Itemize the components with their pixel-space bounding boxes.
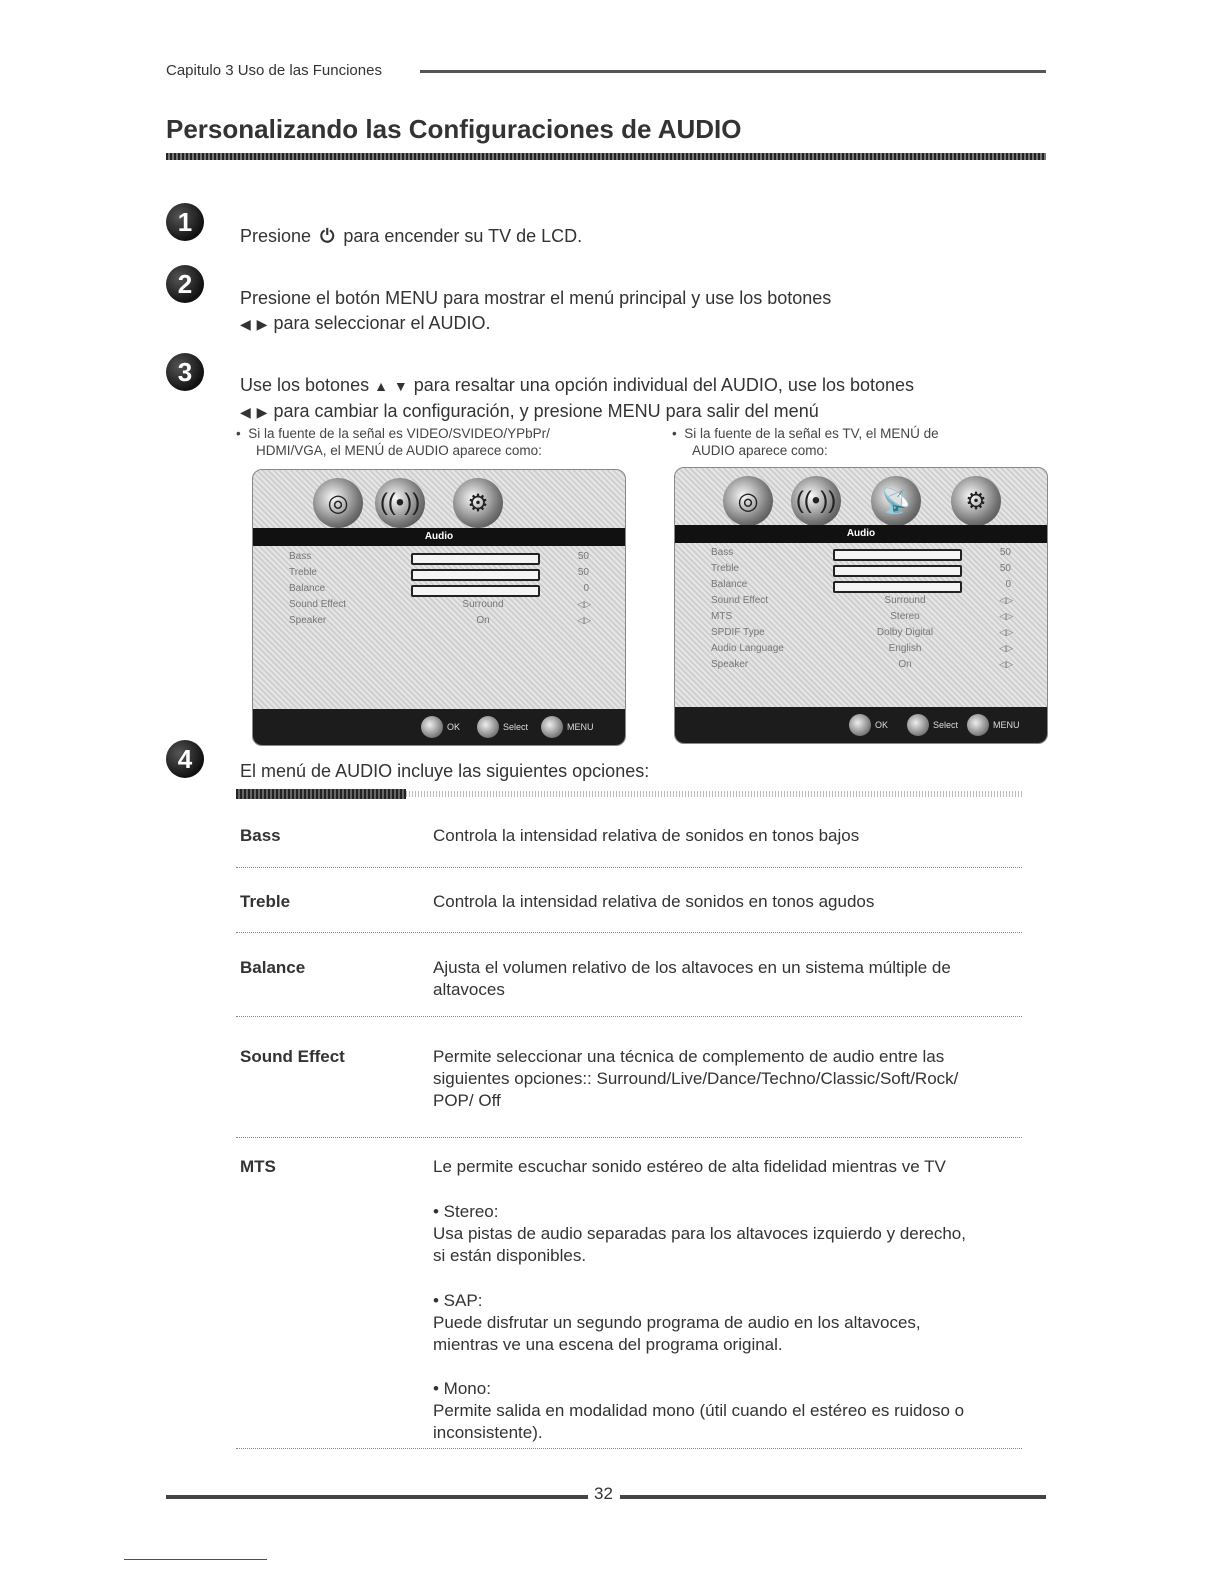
note-right-text-1: Si la fuente de la señal es TV, el MENÚ de xyxy=(684,426,939,441)
mts-mono xyxy=(433,1378,1023,1444)
adjust-arrows-icon: ◁▷ xyxy=(999,659,1013,669)
mts-stereo xyxy=(433,1201,1023,1267)
sound-effect-desc-line-3: POP/ Off xyxy=(433,1091,501,1110)
select-button-icon xyxy=(907,714,929,736)
select-button-icon xyxy=(477,716,499,738)
menu-row-label: Balance xyxy=(289,583,326,594)
menu-row-label: Balance xyxy=(711,579,748,590)
menu-row-treble xyxy=(705,562,1017,578)
options-header-rule-light xyxy=(406,791,1022,797)
bass-slider xyxy=(411,553,540,565)
audio-menu-screenshot-left xyxy=(252,469,626,746)
adjust-arrows-icon: ◁▷ xyxy=(577,599,591,609)
note-left-line-2: HDMI/VGA, el MENÚ de AUDIO aparece como: xyxy=(256,443,542,458)
mts-stereo-line-2: si están disponibles. xyxy=(433,1246,587,1265)
chapter-heading: Capitulo 3 Uso de las Funciones xyxy=(166,62,382,79)
menu-row-value: On xyxy=(476,615,490,626)
menu-row-audio-language xyxy=(705,642,1017,658)
footer-rule-right xyxy=(620,1495,1046,1499)
option-desc-bass: Controla la intensidad relativa de sonidos en tonos bajos xyxy=(433,826,860,845)
ok-label: OK xyxy=(875,720,889,730)
menu-title-bar: Audio xyxy=(253,528,625,546)
adjust-arrows-icon: ◁▷ xyxy=(999,595,1013,605)
treble-slider xyxy=(411,569,540,581)
menu-row-value: Surround xyxy=(884,595,926,606)
audio-menu-screenshot-right xyxy=(674,467,1048,744)
bass-slider xyxy=(833,549,962,561)
menu-row-value: 50 xyxy=(999,563,1011,574)
menu-row-value: 50 xyxy=(577,567,589,578)
sound-effect-desc-line-1: Permite seleccionar una técnica de complemento de audio entre las xyxy=(433,1047,945,1066)
option-desc-mts: Le permite escuchar sonido estéreo de alta fidelidad mientras ve TV xyxy=(433,1157,946,1176)
select-label: Select xyxy=(503,722,529,732)
menu-row-label: Speaker xyxy=(711,659,749,670)
menu-row-bass xyxy=(705,546,1017,562)
menu-row-label: Audio Language xyxy=(711,643,784,654)
select-control xyxy=(477,716,528,738)
menu-button-icon xyxy=(967,714,989,736)
adjust-arrows-icon: ◁▷ xyxy=(999,643,1013,653)
up-down-arrows-icon: ▲ ▼ xyxy=(374,378,409,394)
satellite-dish-icon: 📡 xyxy=(871,476,921,526)
menu-row-treble xyxy=(283,566,595,582)
option-label-mts: MTS xyxy=(240,1157,276,1176)
menu-footer xyxy=(675,707,1047,743)
select-control xyxy=(907,714,958,736)
separator xyxy=(236,1137,1022,1138)
option-label-balance: Balance xyxy=(240,958,306,977)
option-label-treble: Treble xyxy=(240,892,291,911)
adjust-arrows-icon: ◁▷ xyxy=(999,627,1013,637)
note-left-line-1 xyxy=(236,425,550,442)
menu-row-spdif-type xyxy=(705,626,1017,642)
balance-desc-line-2: altavoces xyxy=(433,980,505,999)
mts-mono-line-2: inconsistente). xyxy=(433,1423,543,1442)
menu-row-label: MTS xyxy=(711,611,733,622)
mts-sap-title: • SAP: xyxy=(433,1291,483,1310)
step-3-line-1-before: Use los botones xyxy=(240,375,370,395)
menu-row-mts xyxy=(705,610,1017,626)
menu-row-label: Sound Effect xyxy=(289,599,347,610)
menu-row-speaker xyxy=(283,614,595,630)
step-2-line-1: Presione el botón MENU para mostrar el menú principal y use los botones xyxy=(240,288,832,308)
menu-label: MENU xyxy=(993,720,1020,730)
step-3-badge: 3 xyxy=(166,353,204,391)
step-3-text xyxy=(240,373,914,425)
menu-row-label: Bass xyxy=(711,547,734,558)
step-3-line-1-after: para resaltar una opción individual del AUDIO, use los botones xyxy=(413,375,915,395)
ok-control xyxy=(421,716,460,738)
step-2-line-2 xyxy=(240,311,831,337)
step-3-line-2 xyxy=(240,399,914,425)
menu-row-label: Sound Effect xyxy=(711,595,769,606)
menu-row-value: 0 xyxy=(583,583,589,594)
left-right-arrows-icon: ◀ ▶ xyxy=(240,316,269,332)
menu-button-icon xyxy=(541,716,563,738)
adjust-arrows-icon: ◁▷ xyxy=(999,611,1013,621)
mts-sap-line-1: Puede disfrutar un segundo programa de audio en los altavoces, xyxy=(433,1313,921,1332)
mts-sap-line-2: mientras ve una escena del programa original. xyxy=(433,1335,783,1354)
balance-desc-line-1: Ajusta el volumen relativo de los altavoces en un sistema múltiple de xyxy=(433,958,951,977)
menu-row-value: Surround xyxy=(462,599,504,610)
sound-picture-icon: ◎ xyxy=(723,476,773,526)
select-label: Select xyxy=(933,720,959,730)
step-3-line-2-text: para cambiar la configuración, y presione MENU para salir del menú xyxy=(273,401,819,421)
bullet: • xyxy=(236,426,241,441)
title-rule xyxy=(166,153,1046,160)
step-2-badge: 2 xyxy=(166,265,204,303)
page-title: Personalizando las Configuraciones de AUDIO xyxy=(166,114,742,144)
sound-effect-desc-line-2: siguientes opciones:: Surround/Live/Dance/Techno/Classic/Soft/Rock/ xyxy=(433,1069,959,1088)
footer-rule-left xyxy=(166,1495,588,1499)
separator xyxy=(236,1448,1022,1449)
separator xyxy=(236,1016,1022,1017)
menu-row-label: Bass xyxy=(289,551,312,562)
step-1-text-before: Presione xyxy=(240,226,312,246)
step-3-line-1 xyxy=(240,373,914,399)
menu-control xyxy=(967,714,1020,736)
note-right-line-2: AUDIO aparece como: xyxy=(692,443,828,458)
mts-stereo-title: • Stereo: xyxy=(433,1202,499,1221)
menu-row-value: 50 xyxy=(577,551,589,562)
ok-button-icon xyxy=(421,716,443,738)
note-right-line-1 xyxy=(672,425,939,442)
step-2-text xyxy=(240,286,831,337)
mts-sap xyxy=(433,1290,1023,1356)
page-number: 32 xyxy=(594,1484,613,1503)
step-1-text xyxy=(240,224,582,249)
menu-label: MENU xyxy=(567,722,594,732)
balance-slider xyxy=(411,585,540,597)
menu-row-label: SPDIF Type xyxy=(711,627,765,638)
menu-row-label: Treble xyxy=(289,567,317,578)
ok-label: OK xyxy=(447,722,461,732)
mts-mono-line-1: Permite salida en modalidad mono (útil cuando el estéreo es ruidoso o xyxy=(433,1401,965,1420)
option-label-sound-effect: Sound Effect xyxy=(240,1047,345,1066)
left-right-arrows-icon: ◀ ▶ xyxy=(240,404,269,420)
power-icon: ⏻ xyxy=(320,226,335,246)
note-right xyxy=(672,425,939,459)
option-label-bass: Bass xyxy=(240,826,281,845)
menu-row-label: Speaker xyxy=(289,615,327,626)
menu-row-bass xyxy=(283,550,595,566)
bottom-link-line xyxy=(124,1559,267,1560)
menu-row-value: Stereo xyxy=(890,611,920,622)
ok-button-icon xyxy=(849,714,871,736)
menu-control xyxy=(541,716,594,738)
speaker-waves-icon: ((•)) xyxy=(375,478,425,528)
mts-mono-title: • Mono: xyxy=(433,1379,491,1398)
step-4-text: El menú de AUDIO incluye las siguientes opciones: xyxy=(240,761,650,781)
menu-footer xyxy=(253,709,625,745)
options-header-rule xyxy=(236,789,406,799)
chapter-rule xyxy=(420,70,1046,73)
step-1-text-after: para encender su TV de LCD. xyxy=(343,226,583,246)
speaker-waves-icon: ((•)) xyxy=(791,476,841,526)
note-left-text-1: Si la fuente de la señal es VIDEO/SVIDEO/YPbPr/ xyxy=(248,426,550,441)
option-desc-balance xyxy=(433,957,1023,1001)
setup-tools-icon: ⚙ xyxy=(453,478,503,528)
option-desc-sound-effect xyxy=(433,1046,1023,1112)
menu-row-sound-effect xyxy=(283,598,595,614)
menu-row-label: Treble xyxy=(711,563,739,574)
menu-row-balance xyxy=(705,578,1017,594)
menu-row-balance xyxy=(283,582,595,598)
step-2-line-2-text: para seleccionar el AUDIO. xyxy=(273,313,491,333)
menu-row-speaker xyxy=(705,658,1017,674)
ok-control xyxy=(849,714,888,736)
note-left xyxy=(236,425,550,459)
step-1-badge: 1 xyxy=(166,203,204,241)
separator xyxy=(236,867,1022,868)
menu-title-bar: Audio xyxy=(675,525,1047,543)
sound-picture-icon: ◎ xyxy=(313,478,363,528)
bullet: • xyxy=(672,426,677,441)
menu-row-value: On xyxy=(898,659,912,670)
menu-row-value: 0 xyxy=(1005,579,1011,590)
treble-slider xyxy=(833,565,962,577)
menu-row-value: 50 xyxy=(999,547,1011,558)
menu-row-sound-effect xyxy=(705,594,1017,610)
menu-row-value: English xyxy=(888,643,922,654)
menu-row-value: Dolby Digital xyxy=(876,627,934,638)
option-desc-treble: Controla la intensidad relativa de sonidos en tonos agudos xyxy=(433,892,875,911)
adjust-arrows-icon: ◁▷ xyxy=(577,615,591,625)
setup-tools-icon: ⚙ xyxy=(951,476,1001,526)
balance-slider xyxy=(833,581,962,593)
mts-stereo-line-1: Usa pistas de audio separadas para los altavoces izquierdo y derecho, xyxy=(433,1224,966,1243)
step-4-badge: 4 xyxy=(166,740,204,778)
separator xyxy=(236,932,1022,933)
